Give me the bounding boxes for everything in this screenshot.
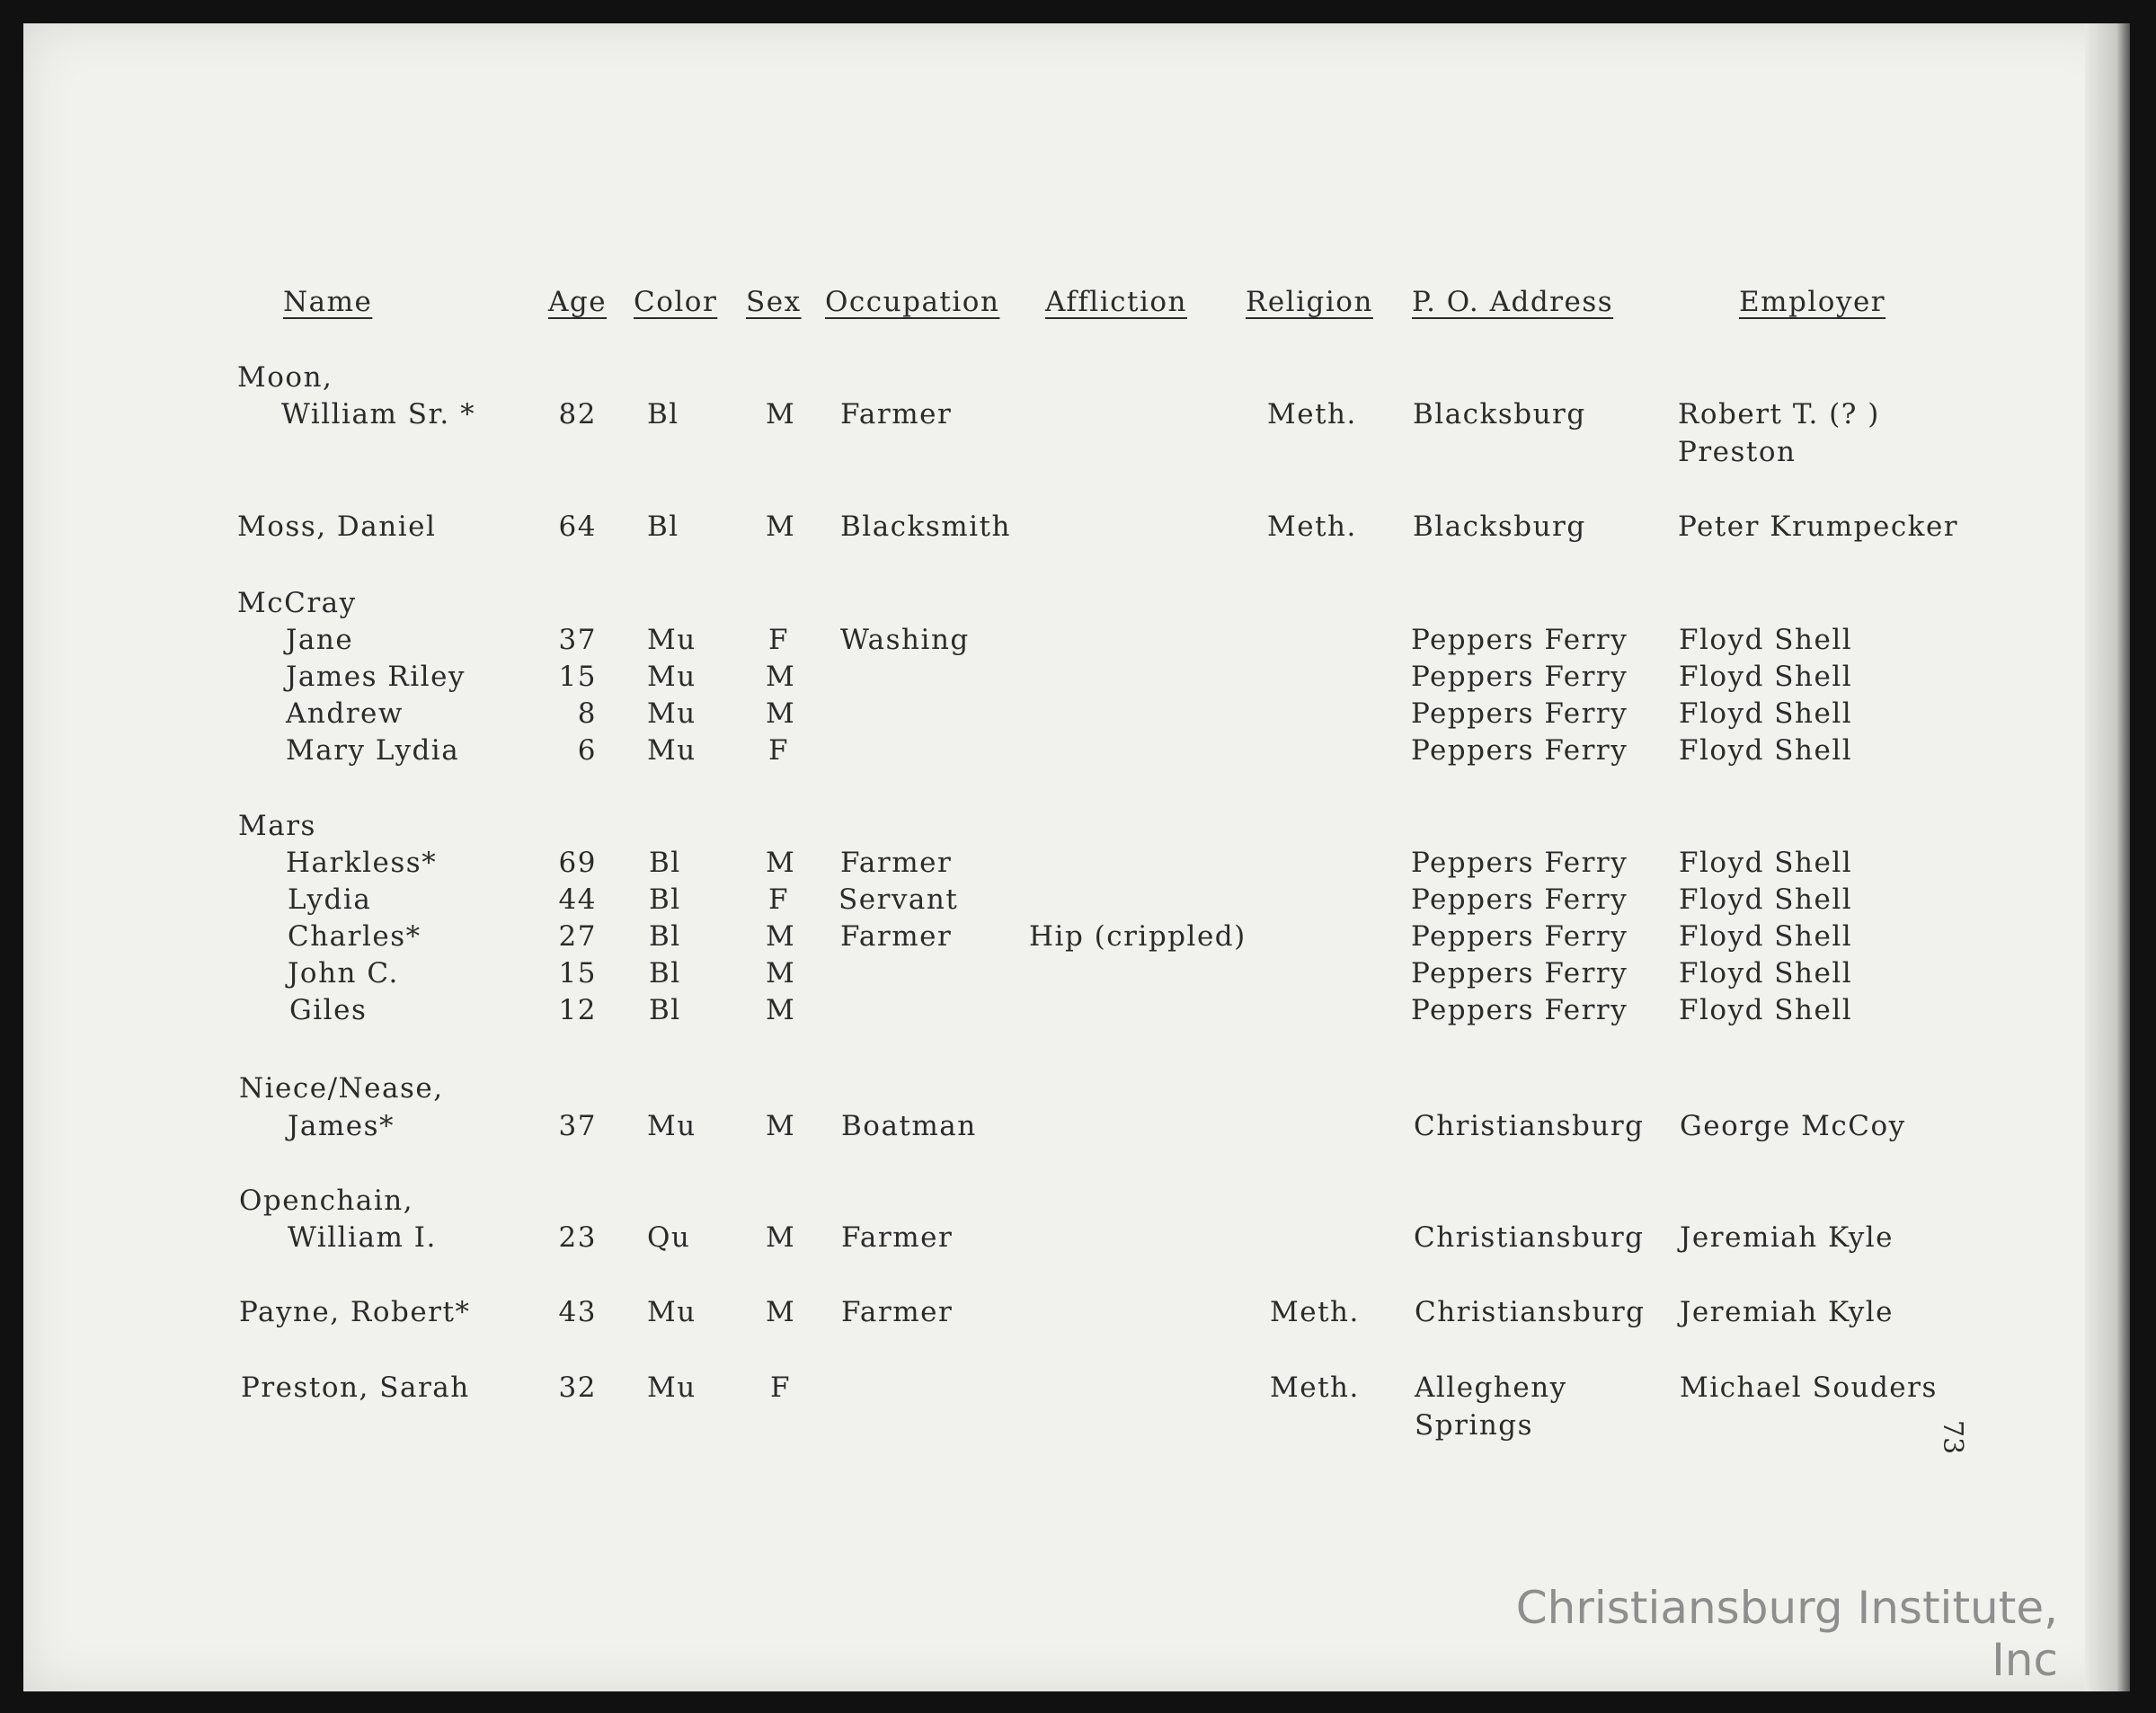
- cell-name: James*: [288, 1110, 395, 1142]
- cell-occupation: Blacksmith: [840, 510, 1011, 543]
- cell-name: James Riley: [286, 661, 466, 693]
- cell-occupation: Boatman: [841, 1110, 977, 1142]
- cell-name: Harkless*: [286, 847, 438, 879]
- cell-age: 82: [558, 398, 597, 430]
- cell-sex: M: [766, 1221, 796, 1254]
- cell-color: Mu: [647, 697, 696, 730]
- page-number: 73: [1937, 1420, 1968, 1455]
- cell-color: Bl: [647, 510, 679, 543]
- cell-sex: M: [766, 994, 796, 1026]
- cell-sex: M: [766, 398, 796, 430]
- cell-religion: Meth.: [1267, 510, 1357, 543]
- cell-name: Preston, Sarah: [241, 1371, 470, 1404]
- header-sex: Sex: [746, 286, 802, 318]
- cell-occupation: Farmer: [840, 920, 953, 953]
- cell-occupation: Farmer: [840, 847, 953, 879]
- cell-age: 27: [558, 920, 597, 953]
- cell-age: 43: [558, 1296, 597, 1328]
- cell-color: Bl: [649, 847, 681, 879]
- header-employer: Employer: [1739, 286, 1886, 318]
- cell-age: 15: [558, 661, 597, 693]
- cell-address: Peppers Ferry: [1411, 697, 1628, 730]
- cell-age: 6: [577, 734, 597, 767]
- cell-sex: M: [766, 847, 796, 879]
- cell-sex: M: [766, 697, 796, 730]
- cell-age: 69: [558, 847, 597, 879]
- cell-age: 8: [577, 697, 597, 730]
- page-edge: [2085, 23, 2130, 1691]
- cell-address: Blacksburg: [1413, 510, 1586, 543]
- cell-address: Peppers Ferry: [1411, 624, 1628, 656]
- cell-employer-cont: Preston: [1678, 436, 1797, 468]
- cell-religion: Meth.: [1270, 1371, 1360, 1404]
- cell-occupation: Farmer: [841, 1221, 954, 1254]
- cell-color: Qu: [647, 1221, 691, 1254]
- cell-employer: Floyd Shell: [1679, 847, 1853, 879]
- family-surname: Openchain,: [239, 1185, 414, 1217]
- cell-sex: F: [768, 883, 790, 916]
- cell-address: Peppers Ferry: [1411, 920, 1628, 953]
- family-surname: Niece/Nease,: [239, 1072, 444, 1105]
- header-religion: Religion: [1246, 286, 1373, 318]
- cell-address: Peppers Ferry: [1411, 661, 1628, 693]
- cell-address: Peppers Ferry: [1411, 883, 1628, 916]
- cell-color: Bl: [649, 920, 681, 953]
- cell-employer: Floyd Shell: [1679, 883, 1853, 916]
- cell-address: Peppers Ferry: [1411, 957, 1628, 990]
- header-age: Age: [548, 286, 608, 318]
- header-color: Color: [634, 286, 718, 318]
- cell-address: Peppers Ferry: [1411, 994, 1628, 1026]
- cell-employer: Floyd Shell: [1679, 957, 1853, 990]
- cell-color: Mu: [647, 1110, 696, 1142]
- cell-employer: Floyd Shell: [1679, 697, 1853, 730]
- cell-color: Mu: [647, 661, 696, 693]
- cell-occupation: Servant: [838, 883, 959, 916]
- cell-color: Mu: [647, 734, 696, 767]
- cell-address: Christiansburg: [1414, 1221, 1645, 1254]
- cell-address: Peppers Ferry: [1411, 847, 1628, 879]
- cell-employer: Peter Krumpecker: [1678, 510, 1959, 543]
- cell-employer: Floyd Shell: [1679, 624, 1853, 656]
- cell-religion: Meth.: [1267, 398, 1357, 430]
- cell-sex: F: [770, 1371, 792, 1404]
- cell-age: 37: [558, 624, 597, 656]
- cell-religion: Meth.: [1270, 1296, 1360, 1328]
- cell-age: 64: [558, 510, 597, 543]
- cell-address: Blacksburg: [1413, 398, 1586, 430]
- cell-name: Mary Lydia: [286, 734, 460, 767]
- cell-sex: M: [766, 661, 796, 693]
- header-occupation: Occupation: [825, 286, 1000, 318]
- cell-age: 32: [558, 1371, 597, 1404]
- header-po-address: P. O. Address: [1412, 286, 1614, 318]
- cell-sex: F: [768, 624, 790, 656]
- cell-sex: M: [766, 957, 796, 990]
- cell-employer: George McCoy: [1680, 1110, 1906, 1142]
- cell-color: Bl: [647, 398, 679, 430]
- cell-name: Andrew: [286, 697, 404, 730]
- cell-name: Jane: [286, 624, 354, 656]
- cell-sex: M: [766, 1110, 796, 1142]
- cell-name: Moss, Daniel: [237, 510, 437, 543]
- cell-age: 12: [558, 994, 597, 1026]
- family-surname: Mars: [238, 810, 316, 842]
- cell-employer: Floyd Shell: [1679, 920, 1853, 953]
- cell-address: Allegheny: [1415, 1371, 1567, 1404]
- cell-color: Mu: [647, 624, 696, 656]
- cell-address: Peppers Ferry: [1411, 734, 1628, 767]
- family-surname: McCray: [237, 587, 357, 619]
- cell-name: Payne, Robert*: [239, 1296, 471, 1328]
- cell-address-cont: Springs: [1415, 1409, 1534, 1442]
- cell-name: John C.: [288, 957, 399, 990]
- cell-name: Giles: [289, 994, 368, 1026]
- cell-age: 37: [558, 1110, 597, 1142]
- cell-employer: Jeremiah Kyle: [1680, 1296, 1894, 1328]
- cell-color: Bl: [649, 957, 681, 990]
- header-affliction: Affliction: [1045, 286, 1187, 318]
- cell-age: 15: [558, 957, 597, 990]
- cell-color: Bl: [649, 994, 681, 1026]
- cell-name: William Sr. *: [281, 398, 476, 430]
- cell-name: Lydia: [288, 883, 372, 916]
- watermark: Christiansburg Institute, Inc: [1515, 1582, 2058, 1686]
- cell-occupation: Farmer: [841, 1296, 954, 1328]
- cell-age: 44: [558, 883, 597, 916]
- cell-affliction: Hip (crippled): [1029, 920, 1247, 953]
- cell-address: Christiansburg: [1414, 1110, 1645, 1142]
- cell-color: Bl: [649, 883, 681, 916]
- cell-employer: Floyd Shell: [1679, 734, 1853, 767]
- cell-employer: Jeremiah Kyle: [1680, 1221, 1894, 1254]
- cell-sex: M: [766, 1296, 796, 1328]
- cell-occupation: Farmer: [840, 398, 953, 430]
- cell-color: Mu: [647, 1371, 696, 1404]
- cell-color: Mu: [647, 1296, 696, 1328]
- cell-age: 23: [558, 1221, 597, 1254]
- cell-occupation: Washing: [840, 624, 970, 656]
- cell-sex: M: [766, 920, 796, 953]
- cell-employer: Floyd Shell: [1679, 994, 1853, 1026]
- cell-employer: Michael Souders: [1680, 1371, 1938, 1404]
- cell-sex: M: [766, 510, 796, 543]
- cell-name: Charles*: [288, 920, 421, 953]
- cell-employer: Floyd Shell: [1679, 661, 1853, 693]
- family-surname: Moon,: [237, 361, 333, 394]
- cell-name: William I.: [288, 1221, 437, 1254]
- header-name: Name: [283, 286, 373, 318]
- cell-address: Christiansburg: [1415, 1296, 1646, 1328]
- cell-sex: F: [768, 734, 790, 767]
- cell-employer: Robert T. (? ): [1678, 398, 1880, 430]
